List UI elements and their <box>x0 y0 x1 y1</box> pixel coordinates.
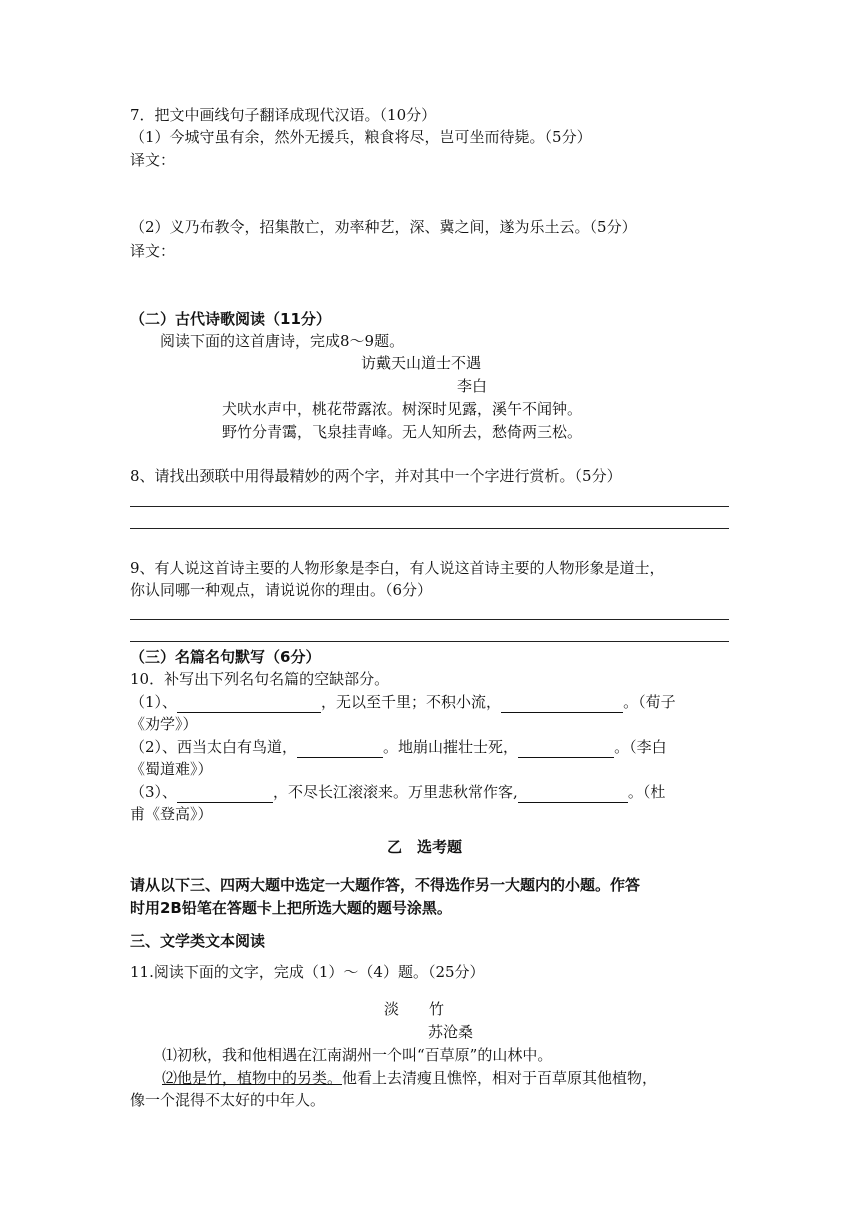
q9-answer-line-2 <box>130 641 729 642</box>
q7-sentence-2: （2）义乃布教令，招集散亡，劝率种艺，深、冀之间，遂为乐土云。（5分） <box>130 218 637 236</box>
q7-translation-label-2: 译文： <box>130 242 176 260</box>
q8-answer-line-1 <box>130 506 729 507</box>
fill-blank[interactable] <box>177 786 273 803</box>
poem-line-1: 犬吠水声中，桃花带露浓。树深时见露，溪午不闻钟。 <box>222 400 583 418</box>
q7-sentence-1: （1）今城守虽有余，然外无援兵，粮食将尽，岂可坐而待毙。（5分） <box>130 128 592 146</box>
elective-title: 乙 选考题 <box>387 838 463 856</box>
q7-translation-label-1: 译文： <box>130 151 176 169</box>
poetry-intro: 阅读下面的这首唐诗，完成8～9题。 <box>160 332 405 350</box>
fill-blank[interactable] <box>518 786 628 803</box>
q10-item-2-source: 《蜀道难》） <box>130 760 213 778</box>
poetry-section-header: （二）古代诗歌阅读（11分） <box>130 310 331 328</box>
q7-stem: 7．把文中画线句子翻译成现代汉语。（10分） <box>130 106 437 124</box>
essay-author: 苏沧桑 <box>428 1023 474 1041</box>
essay-title: 淡 竹 <box>384 1000 445 1018</box>
poem-title: 访戴天山道士不遇 <box>361 354 482 372</box>
q9-answer-line-1 <box>130 619 729 620</box>
underlined-sentence: ⑵他是竹，植物中的另类。 <box>162 1069 343 1087</box>
fill-blank[interactable] <box>177 696 321 713</box>
q9-text-line-1: 9、有人说这首诗主要的人物形象是李白，有人说这首诗主要的人物形象是道士， <box>130 559 665 577</box>
q10-item-1: （1）、 ，无以至千里；不积小流， 。（荀子 <box>130 693 676 711</box>
elective-instruction-1: 请从以下三、四两大题中选定一大题作答，不得选作另一大题内的小题。作答 <box>130 876 641 894</box>
q10-item-1-source: 《劝学》） <box>130 715 198 733</box>
q10-stem: 10．补写出下列名句名篇的空缺部分。 <box>130 670 390 688</box>
essay-paragraph-1: ⑴初秋，我和他相遇在江南湖州一个叫“百草原”的山林中。 <box>162 1046 553 1064</box>
essay-paragraph-2: ⑵他是竹，植物中的另类。他看上去清瘦且憔悴，相对于百草原其他植物， <box>162 1069 658 1087</box>
fill-blank[interactable] <box>518 741 614 758</box>
q9-text-line-2: 你认同哪一种观点，请说说你的理由。（6分） <box>130 581 433 599</box>
q10-item-3: （3）、 ，不尽长江滚滚来。万里悲秋常作客, 。（杜 <box>130 783 666 801</box>
elective-instruction-2: 时用2B铅笔在答题卡上把所选大题的题号涂黑。 <box>130 899 452 917</box>
q10-item-2: （2）、西当太白有鸟道， 。地崩山摧壮士死， 。（李白 <box>130 738 667 756</box>
fill-blank[interactable] <box>297 741 383 758</box>
q8-answer-line-2 <box>130 528 729 529</box>
recite-section-header: （三）名篇名句默写（6分） <box>130 648 321 666</box>
q8-text: 8、请找出颈联中用得最精妙的两个字，并对其中一个字进行赏析。（5分） <box>130 467 622 485</box>
q10-item-3-source: 甫《登高》） <box>130 805 213 823</box>
q11-stem: 11.阅读下面的文字，完成（1）～（4）题。（25分） <box>130 963 485 981</box>
fill-blank[interactable] <box>501 696 623 713</box>
poem-line-2: 野竹分青霭，飞泉挂青峰。无人知所去，愁倚两三松。 <box>222 423 583 441</box>
essay-paragraph-2-cont: 像一个混得不太好的中年人。 <box>130 1091 326 1109</box>
poem-author: 李白 <box>457 377 488 395</box>
section-3-header: 三、文学类文本阅读 <box>130 932 266 950</box>
